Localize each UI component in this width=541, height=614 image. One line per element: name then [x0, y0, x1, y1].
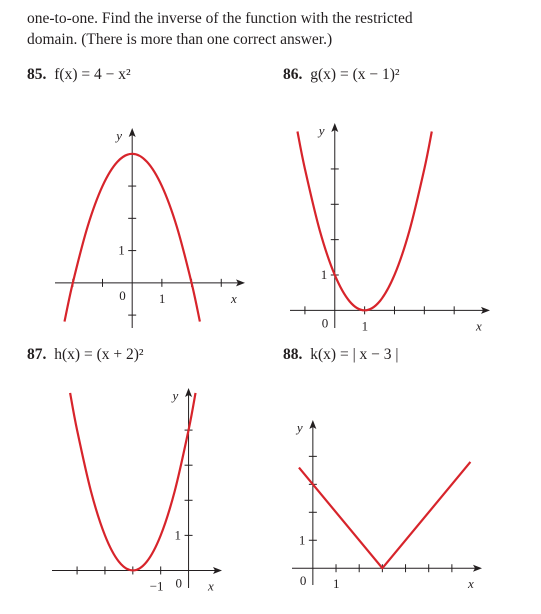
graph-85	[55, 128, 245, 328]
x-tick-label: 1	[158, 290, 166, 306]
y-axis-label: y	[296, 420, 303, 435]
origin-label: 0	[175, 575, 183, 591]
intro-line-2: domain. (There is more than one correct answer.)	[27, 31, 333, 48]
x-axis-label: x	[476, 318, 482, 334]
function-curve	[299, 462, 470, 568]
y-axis-label: y	[172, 388, 179, 403]
origin-label: 0	[119, 287, 126, 303]
function-curve	[70, 393, 195, 571]
y-axis-label: y	[318, 123, 325, 138]
origin-label: 0	[299, 573, 307, 589]
graph-87	[52, 388, 222, 594]
y-tick-label: 1	[174, 527, 182, 543]
x-axis-label: x	[208, 578, 214, 594]
x-axis-label: x	[231, 290, 237, 306]
x-tick-label: 1	[333, 576, 340, 592]
graph-88	[292, 420, 482, 592]
graph-86	[290, 123, 490, 334]
problem-87-heading	[27, 346, 144, 364]
problem-expression: h(x) = (x + 2)²	[54, 346, 144, 363]
problem-88-heading	[283, 346, 399, 364]
x-axis-label: x	[468, 576, 474, 592]
problem-86-heading	[283, 66, 400, 84]
x-tick-label: 1	[361, 318, 369, 334]
intro-text	[27, 8, 527, 50]
problem-number: 87.	[27, 346, 47, 363]
x-tick-label: −1	[149, 578, 164, 594]
y-tick-label: 1	[118, 242, 125, 258]
problem-expression: g(x) = (x − 1)²	[310, 66, 400, 83]
problem-number: 86.	[283, 66, 303, 83]
origin-label: 0	[321, 315, 329, 331]
problem-expression: f(x) = 4 − x²	[54, 66, 131, 83]
problem-expression: k(x) = | x − 3 |	[310, 346, 399, 363]
y-tick-label: 1	[298, 532, 306, 548]
y-tick-label: 1	[320, 266, 328, 282]
y-axis-label: y	[116, 128, 122, 143]
problem-85-heading	[27, 66, 131, 84]
problem-number: 85.	[27, 66, 47, 83]
intro-line-1: one-to-one. Find the inverse of the function with the restricted	[27, 10, 413, 27]
function-curve	[297, 131, 431, 310]
problem-number: 88.	[283, 346, 303, 363]
